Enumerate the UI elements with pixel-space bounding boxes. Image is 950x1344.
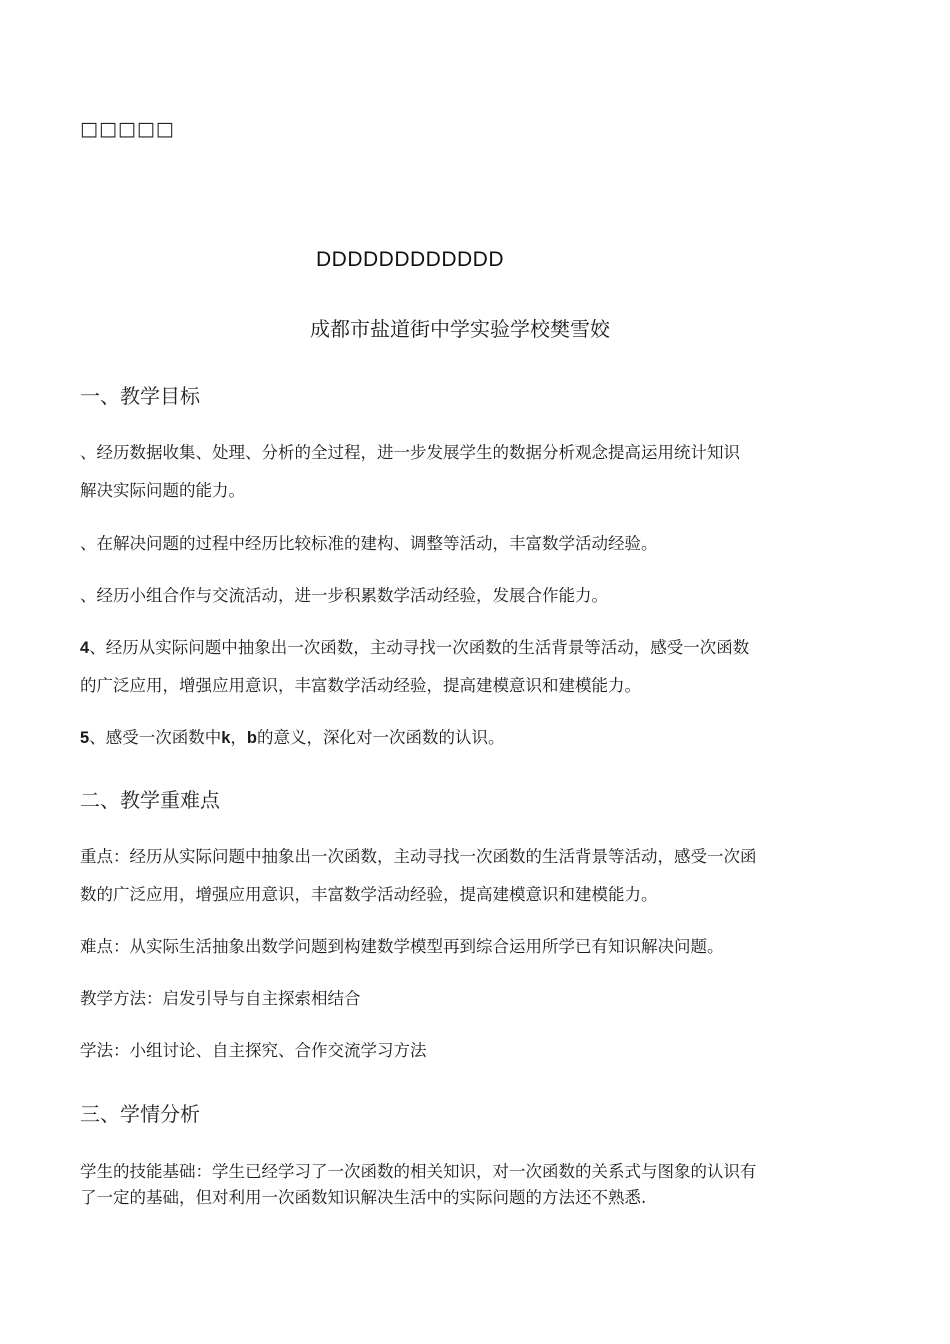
goal-item-5 bbox=[80, 724, 504, 748]
goal-item-5-text: 、感受一次函数中 bbox=[89, 728, 222, 747]
student-analysis-line-2: 了一定的基础，但对利用一次函数知识解决生活中的实际问题的方法还不熟悉. bbox=[80, 1188, 647, 1207]
difficulty-point: 难点：从实际生活抽象出数学问题到构建数学模型再到综合运用所学已有知识解决问题。 bbox=[80, 937, 724, 956]
goal-item-4-text: 、经历从实际问题中抽象出一次函数，主动寻找一次函数的生活背景等活动，感受一次函数 bbox=[89, 638, 750, 657]
header-placeholder-glyphs: □□□□□ bbox=[80, 118, 175, 140]
goal-item-1-line-2: 解决实际问题的能力。 bbox=[80, 481, 245, 500]
key-point-line-1: 重点：经历从实际问题中抽象出一次函数，主动寻找一次函数的生活背景等活动，感受一次函 bbox=[80, 847, 757, 866]
study-method: 学法：小组讨论、自主探究、合作交流学习方法 bbox=[80, 1041, 427, 1060]
student-analysis-line-1: 学生的技能基础：学生已经学习了一次函数的相关知识，对一次函数的关系式与图象的认识有 bbox=[80, 1162, 757, 1181]
teaching-method: 教学方法：启发引导与自主探索相结合 bbox=[80, 989, 361, 1008]
goal-item-5-k: k bbox=[221, 729, 231, 747]
section-heading-key-difficulties: 二、教学重难点 bbox=[80, 788, 220, 812]
goal-item-3: 、经历小组合作与交流活动，进一步积累数学活动经验，发展合作能力。 bbox=[80, 586, 608, 605]
author-line: 成都市盐道街中学实验学校樊雪姣 bbox=[310, 317, 610, 341]
document-title: DDDDDDDDDDDD bbox=[316, 248, 504, 271]
section-heading-teaching-goals: 一、教学目标 bbox=[80, 384, 200, 408]
goal-item-5-number: 5 bbox=[80, 729, 90, 747]
goal-item-2: 、在解决问题的过程中经历比较标准的建构、调整等活动，丰富数学活动经验。 bbox=[80, 534, 658, 553]
goal-item-5-tail: 的意义，深化对一次函数的认识。 bbox=[256, 728, 505, 747]
key-point-line-2: 数的广泛应用，增强应用意识，丰富数学活动经验，提高建模意识和建模能力。 bbox=[80, 885, 658, 904]
section-heading-student-analysis: 三、学情分析 bbox=[80, 1102, 200, 1126]
goal-item-5-b: b bbox=[246, 729, 257, 747]
goal-item-1-line-1: 、经历数据收集、处理、分析的全过程，进一步发展学生的数据分析观念提高运用统计知识 bbox=[80, 443, 740, 462]
goal-item-4-number: 4 bbox=[80, 639, 90, 657]
goal-item-4-line-2: 的广泛应用，增强应用意识，丰富数学活动经验，提高建模意识和建模能力。 bbox=[80, 676, 641, 695]
goal-item-4-line-1 bbox=[80, 634, 749, 658]
goal-item-5-sep: ， bbox=[230, 728, 247, 747]
